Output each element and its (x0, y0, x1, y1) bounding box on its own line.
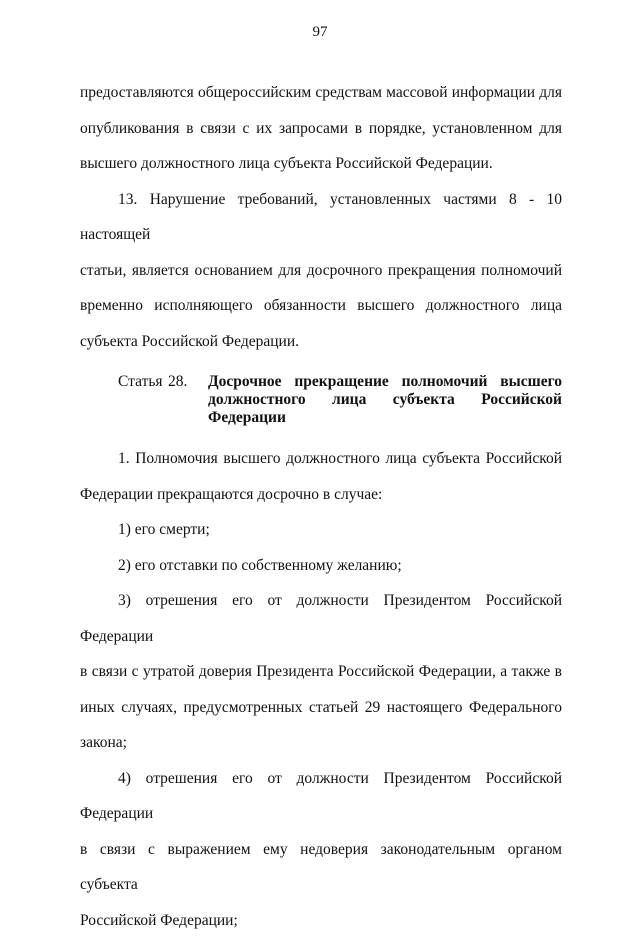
article-title-line: должностного лица субъекта Российской (208, 391, 562, 409)
text-line: иных случаях, предусмотренных статьей 29 настоящего Федерального (80, 690, 562, 726)
text-line: высшего должностного лица субъекта Российской Федерации. (80, 146, 562, 182)
clause-1 (80, 441, 562, 512)
text-line: предоставляются общероссийским средствам массовой информации для (80, 75, 562, 111)
article-title-line: Федерации (208, 409, 562, 427)
text-line: 4) отрешения его от должности Президентом Российской Федерации (80, 761, 562, 832)
article-title (208, 373, 562, 427)
text-line: опубликования в связи с их запросами в порядке, установленном для (80, 111, 562, 147)
subclause-1 (80, 512, 562, 548)
subclause-2 (80, 548, 562, 584)
text-line: Российской Федерации; (80, 903, 562, 938)
paragraph-continuation (80, 75, 562, 182)
article-title-line: Досрочное прекращение полномочий высшего (208, 373, 562, 391)
subclause-3 (80, 583, 562, 761)
text-line: закона; (80, 725, 562, 761)
article-heading (80, 373, 562, 427)
text-line: субъекта Российской Федерации. (80, 324, 562, 360)
text-line: 13. Нарушение требований, установленных частями 8 - 10 настоящей (80, 182, 562, 253)
page-number: 97 (0, 24, 640, 41)
article-number: 28. (156, 373, 208, 427)
article-label: Статья (118, 373, 156, 427)
text-line: в связи с выражением ему недоверия законодательным органом субъекта (80, 832, 562, 903)
text-line: 3) отрешения его от должности Президентом Российской Федерации (80, 583, 562, 654)
text-line: 2) его отставки по собственному желанию; (80, 548, 562, 584)
text-line: временно исполняющего обязанности высшего должностного лица (80, 288, 562, 324)
subclause-4 (80, 761, 562, 938)
paragraph-13 (80, 182, 562, 360)
document-body (80, 75, 562, 938)
text-line: Федерации прекращаются досрочно в случае: (80, 477, 562, 513)
text-line: в связи с утратой доверия Президента Российской Федерации, а также в (80, 654, 562, 690)
text-line: статьи, является основанием для досрочного прекращения полномочий (80, 253, 562, 289)
text-line: 1) его смерти; (80, 512, 562, 548)
text-line: 1. Полномочия высшего должностного лица субъекта Российской (80, 441, 562, 477)
